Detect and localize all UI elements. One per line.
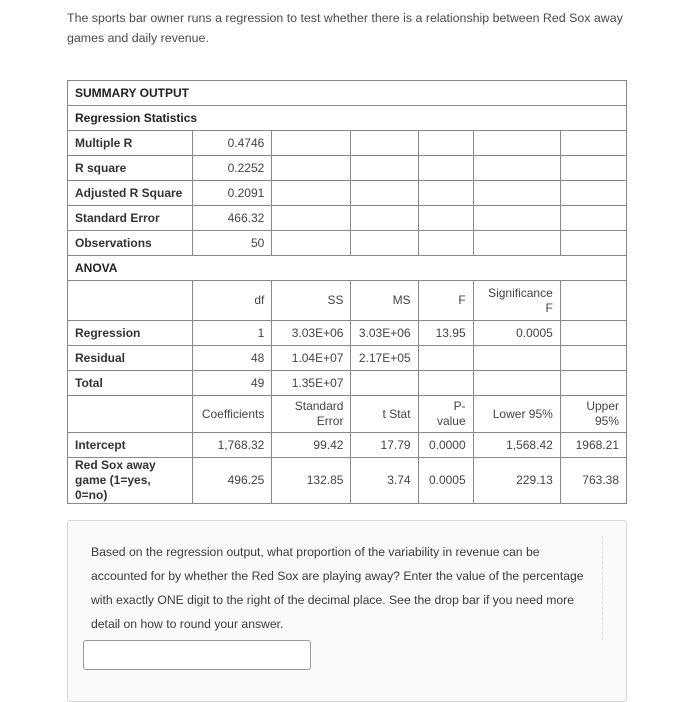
- stat-value: 0.2252: [193, 156, 272, 181]
- anova-row-label: Total: [68, 371, 193, 396]
- coef-p: 0.0000: [418, 433, 473, 458]
- anova-sig: [473, 371, 560, 396]
- stat-label: Observations: [68, 231, 193, 256]
- coef-se: 99.42: [272, 433, 351, 458]
- anova-ss: 1.04E+07: [272, 346, 351, 371]
- question-panel: [67, 520, 627, 702]
- stat-value: 0.4746: [193, 131, 272, 156]
- anova-header-ss: SS: [272, 281, 351, 321]
- divider: [602, 536, 603, 640]
- anova-row-residual: [68, 346, 627, 371]
- anova-ms: [351, 371, 418, 396]
- stat-row-standard-error: [68, 206, 627, 231]
- anova-df: 49: [193, 371, 272, 396]
- anova-header-significance-f: Significance F: [473, 281, 560, 321]
- stat-label: Multiple R: [68, 131, 193, 156]
- anova-ms: 3.03E+06: [351, 321, 418, 346]
- anova-title: ANOVA: [68, 256, 627, 281]
- anova-f: [418, 346, 473, 371]
- anova-header-df: df: [193, 281, 272, 321]
- anova-f: 13.95: [418, 321, 473, 346]
- coef-t: 17.79: [351, 433, 418, 458]
- anova-row-total: [68, 371, 627, 396]
- stat-value: 0.2091: [193, 181, 272, 206]
- coef-header-p-value: P-value: [418, 396, 473, 433]
- coef-t: 3.74: [351, 458, 418, 504]
- regression-statistics-title: Regression Statistics: [68, 106, 627, 131]
- coef-upper: 1968.21: [560, 433, 626, 458]
- coef-row-label: Red Sox away game (1=yes, 0=no): [68, 458, 193, 504]
- stat-label: Adjusted R Square: [68, 181, 193, 206]
- anova-row-label: Residual: [68, 346, 193, 371]
- coef-header-t-stat: t Stat: [351, 396, 418, 433]
- intro-text: The sports bar owner runs a regression to test whether there is a relationship between Red Sox away games and daily revenue.: [67, 11, 623, 45]
- stat-value: 50: [193, 231, 272, 256]
- coef-upper: 763.38: [560, 458, 626, 504]
- coef-header-row: [68, 396, 627, 433]
- coef-se: 132.85: [272, 458, 351, 504]
- stat-row-multiple-r: [68, 131, 627, 156]
- regression-output-table: [67, 80, 627, 504]
- coef-p: 0.0005: [418, 458, 473, 504]
- anova-header-ms: MS: [351, 281, 418, 321]
- anova-df: 48: [193, 346, 272, 371]
- coef-header-coefficients: Coefficients: [193, 396, 272, 433]
- coef-lower: 229.13: [473, 458, 560, 504]
- stat-value: 466.32: [193, 206, 272, 231]
- stat-row-adjusted-r-square: [68, 181, 627, 206]
- coef-row-red-sox: [68, 458, 627, 504]
- anova-ss: 3.03E+06: [272, 321, 351, 346]
- coef-header-standard-error: Standard Error: [272, 396, 351, 433]
- summary-output-title: SUMMARY OUTPUT: [68, 81, 627, 106]
- coef-row-intercept: [68, 433, 627, 458]
- coef-row-label: Intercept: [68, 433, 193, 458]
- anova-ss: 1.35E+07: [272, 371, 351, 396]
- anova-sig: 0.0005: [473, 321, 560, 346]
- anova-f: [418, 371, 473, 396]
- question-text: Based on the regression output, what proportion of the variability in revenue can be accounted for by whether the Red Sox are playing away? Enter the value of the percentage with exactly ONE digit to the right of the decimal place. See the drop bar if you need more detail on how to round your answer.: [91, 545, 584, 631]
- stat-row-r-square: [68, 156, 627, 181]
- stat-row-observations: [68, 231, 627, 256]
- anova-header-row: [68, 281, 627, 321]
- coef-header-lower-95: Lower 95%: [473, 396, 560, 433]
- anova-header-f: F: [418, 281, 473, 321]
- coef-value: 496.25: [193, 458, 272, 504]
- anova-row-label: Regression: [68, 321, 193, 346]
- anova-df: 1: [193, 321, 272, 346]
- stat-label: Standard Error: [68, 206, 193, 231]
- answer-input[interactable]: [83, 640, 311, 670]
- coef-lower: 1,568.42: [473, 433, 560, 458]
- anova-sig: [473, 346, 560, 371]
- coef-header-upper-95: Upper 95%: [560, 396, 626, 433]
- anova-ms: 2.17E+05: [351, 346, 418, 371]
- coef-value: 1,768.32: [193, 433, 272, 458]
- anova-row-regression: [68, 321, 627, 346]
- stat-label: R square: [68, 156, 193, 181]
